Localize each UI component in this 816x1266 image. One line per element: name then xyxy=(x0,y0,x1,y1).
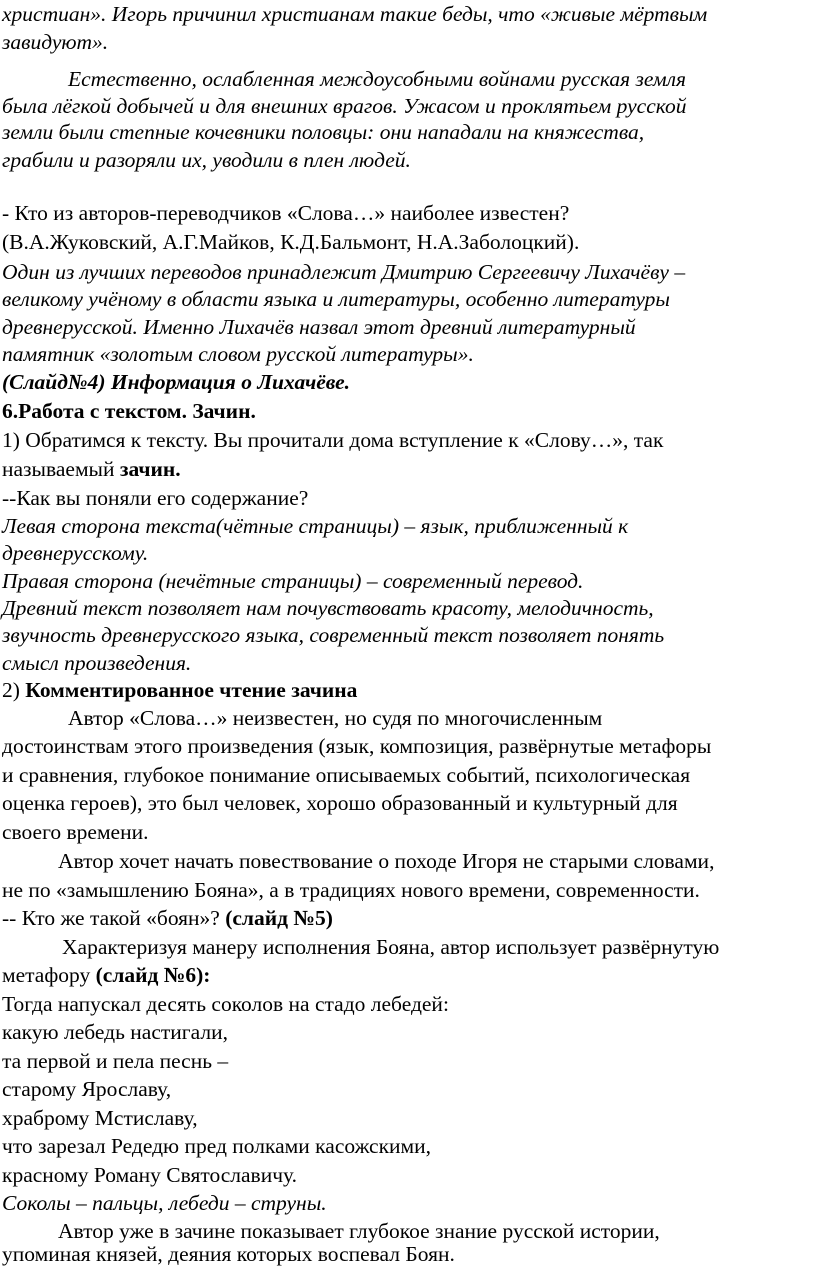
text-line: христиан». Игорь причинил христианам такие беды, что «живые мёртвым xyxy=(2,2,708,26)
text-line: Автор хочет начать повествование о походе Игоря не старыми словами, xyxy=(58,849,715,873)
text-line: древнерусскому. xyxy=(2,541,149,565)
poem-line: что зарезал Редедю пред полками касожскими, xyxy=(2,1134,432,1158)
section-heading: 6.Работа с текстом. Зачин. xyxy=(2,399,256,423)
text-line: памятник «золотым словом русской литературы». xyxy=(2,342,474,366)
text-line: оценка героев), это был человек, хорошо образованный и культурный для xyxy=(2,791,678,815)
poem-line: Тогда напускал десять соколов на стадо лебедей: xyxy=(2,992,449,1016)
text-line: Один из лучших переводов принадлежит Дмитрию Сергеевичу Лихачёву – xyxy=(2,260,686,284)
text-line: и сравнения, глубокое понимание описываемых событий, психологическая xyxy=(2,763,691,787)
text-line xyxy=(2,965,210,987)
poem-line: старому Ярославу, xyxy=(2,1077,172,1101)
text-line: своего времени. xyxy=(2,820,149,844)
text-line: Соколы – пальцы, лебеди – струны. xyxy=(2,1191,327,1215)
text-run: 2) xyxy=(2,678,26,702)
poem-line: храброму Мстиславу, xyxy=(2,1106,198,1130)
text-line: древнерусской. Именно Лихачёв назвал этот древний литературный xyxy=(2,315,636,339)
text-run: метафору xyxy=(2,963,96,987)
text-run: -- Кто же такой «боян»? xyxy=(2,906,226,930)
text-line: была лёгкой добычей и для внешних врагов. Ужасом и проклятьем русской xyxy=(2,94,687,118)
text-line: Автор «Слова…» неизвестен, но судя по многочисленным xyxy=(68,706,603,730)
poem-line: красному Роману Святославичу. xyxy=(2,1163,298,1187)
slide-reference: (слайд №6): xyxy=(95,963,211,987)
text-line: смысл произведения. xyxy=(2,651,192,675)
slide-reference-heading: (Слайд№4) Информация о Лихачёве. xyxy=(2,370,351,394)
bold-term: зачин. xyxy=(119,457,181,481)
slide-reference: (слайд №5) xyxy=(225,906,333,930)
text-line: земли были степные кочевники половцы: они нападали на княжества, xyxy=(2,120,645,144)
text-line: Правая сторона (нечётные страницы) – современный перевод. xyxy=(2,569,584,593)
text-line: не по «замышлению Бояна», а в традициях нового времени, современности. xyxy=(2,878,700,902)
text-line: 1) Обратимся к тексту. Вы прочитали дома вступление к «Слову…», так xyxy=(2,428,664,452)
text-line: Естественно, ослабленная междоусобными войнами русская земля xyxy=(68,67,686,91)
subsection-heading: Комментированное чтение зачина xyxy=(25,678,358,702)
text-line xyxy=(2,680,357,702)
text-line: завидуют». xyxy=(2,30,109,54)
text-line: Автор уже в зачине показывает глубокое знание русской истории, xyxy=(58,1219,660,1243)
text-line: Характеризуя манеру исполнения Бояна, автор использует развёрнутую xyxy=(62,935,720,959)
text-line: упоминая князей, деяния которых воспевал Боян. xyxy=(2,1242,455,1266)
text-line: достоинствам этого произведения (язык, композиция, развёрнутые метафоры xyxy=(2,734,712,758)
text-line: великому учёному в области языка и литературы, особенно литературы xyxy=(2,287,670,311)
text-line: Левая сторона текста(чётные страницы) – язык, приближенный к xyxy=(2,514,629,538)
text-line: - Кто из авторов-переводчиков «Слова…» наиболее известен? xyxy=(2,201,570,225)
poem-line: та первой и пела песнь – xyxy=(2,1049,229,1073)
text-line xyxy=(2,459,181,481)
poem-line: какую лебедь настигали, xyxy=(2,1020,228,1044)
text-line xyxy=(2,908,333,930)
text-line: (В.А.Жуковский, А.Г.Майков, К.Д.Бальмонт, Н.А.Заболоцкий). xyxy=(2,230,580,254)
text-run: называемый xyxy=(2,457,120,481)
text-line: грабили и разоряли их, уводили в плен людей. xyxy=(2,148,411,172)
text-line: --Как вы поняли его содержание? xyxy=(2,486,309,510)
text-line: Древний текст позволяет нам почувствовать красоту, мелодичность, xyxy=(2,596,654,620)
text-line: звучность древнерусского языка, современный текст позволяет понять xyxy=(2,623,665,647)
